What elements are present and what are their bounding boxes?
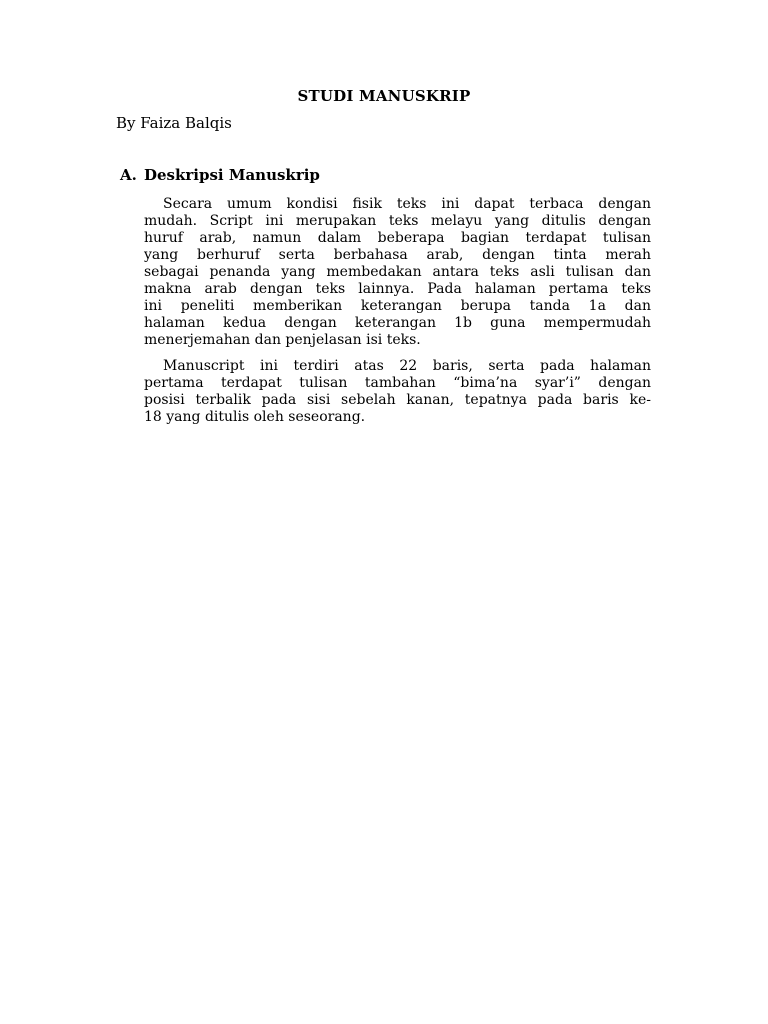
paragraph [144,196,651,349]
text-line: Manuscript ini terdiri atas 22 baris, serta pada halaman [163,358,651,374]
text-line: huruf arab, namun dalam beberapa bagian terdapat tulisan [144,230,651,246]
section-number: A. [120,166,137,184]
section-body [144,196,651,435]
text-line: Secara umum kondisi fisik teks ini dapat terbaca dengan [163,196,651,212]
section-title: Deskripsi Manuskrip [144,166,320,184]
text-line: posisi terbalik pada sisi sebelah kanan, tepatnya pada baris ke- [144,392,651,408]
text-line: pertama terdapat tulisan tambahan “bima’na syar’i” dengan [144,375,651,391]
text-line: mudah. Script ini merupakan teks melayu yang ditulis dengan [144,213,651,229]
section-heading [120,166,320,184]
paragraph [144,358,651,426]
text-line: 18 yang ditulis oleh seseorang. [144,409,366,425]
text-line: yang berhuruf serta berbahasa arab, dengan tinta merah [144,247,651,263]
author-line: By Faiza Balqis [116,114,232,132]
text-line: makna arab dengan teks lainnya. Pada halaman pertama teks [144,281,651,297]
text-line: sebagai penanda yang membedakan antara teks asli tulisan dan [144,264,651,280]
text-line: halaman kedua dengan keterangan 1b guna mempermudah [144,315,651,331]
text-line: ini peneliti memberikan keterangan berupa tanda 1a dan [144,298,651,314]
document-title: STUDI MANUSKRIP [297,87,471,105]
text-line: menerjemahan dan penjelasan isi teks. [144,332,421,348]
